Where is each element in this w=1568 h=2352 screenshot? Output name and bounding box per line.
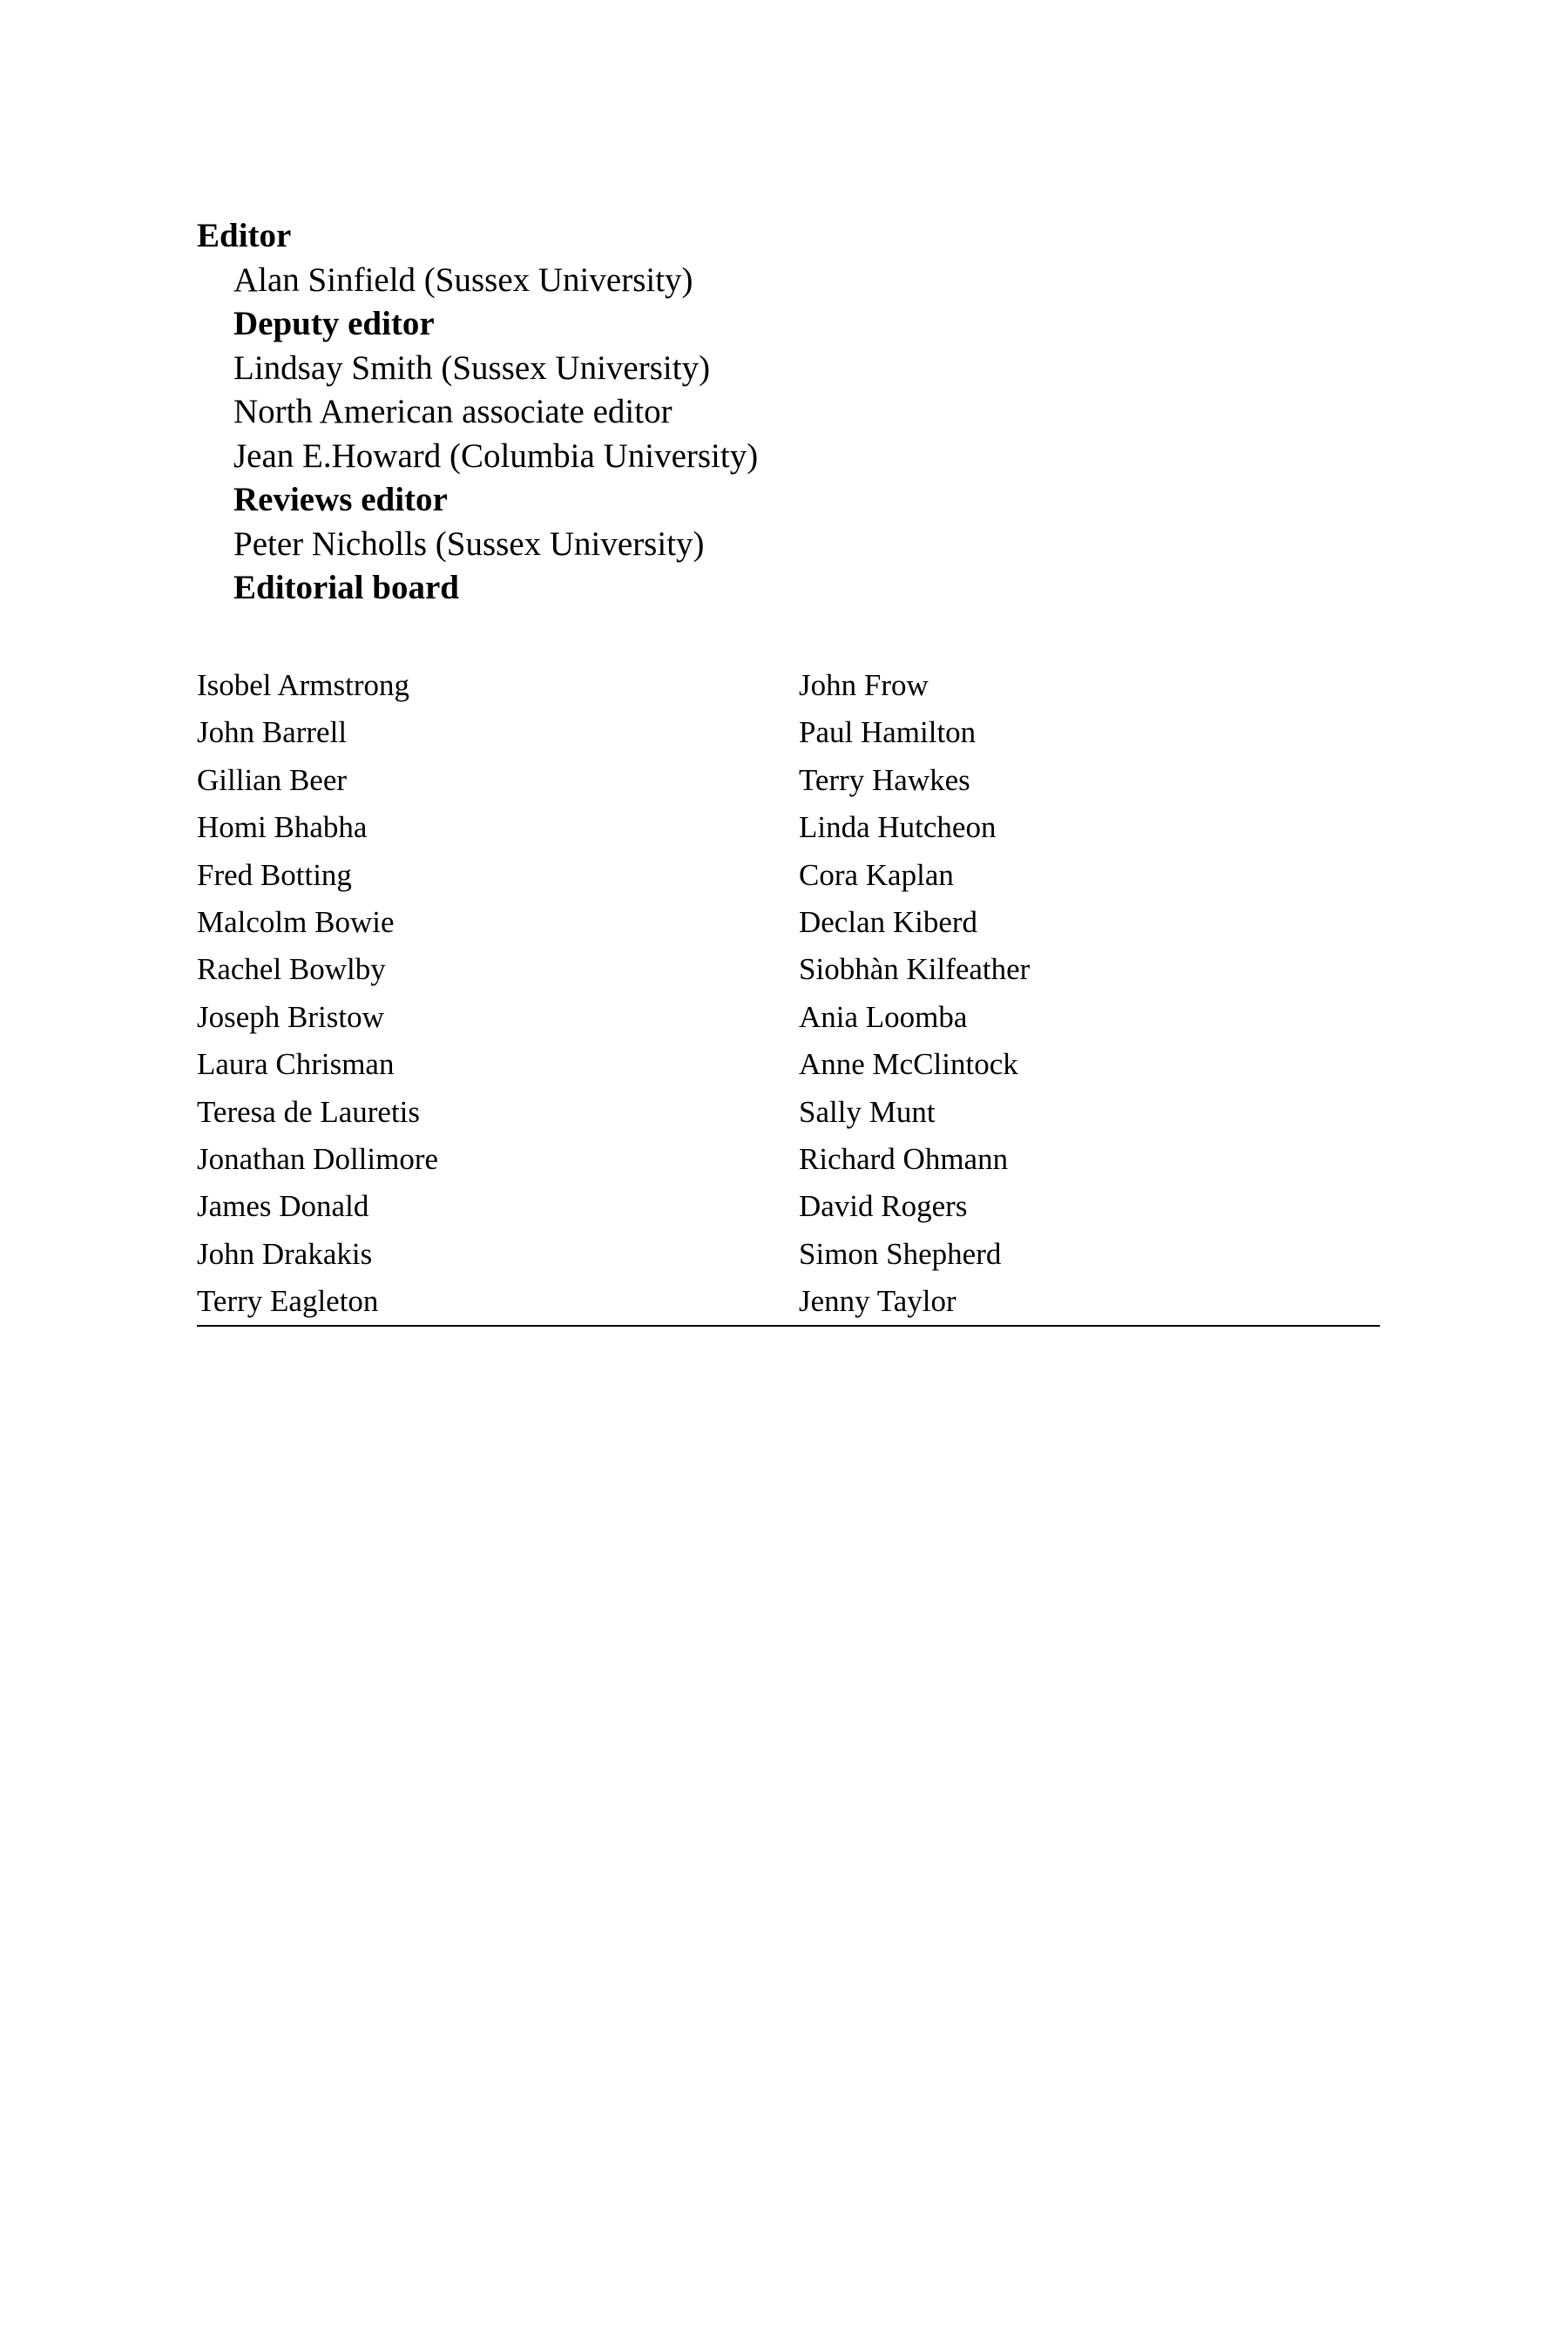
board-member: David Rogers: [799, 1189, 968, 1224]
board-member: John Barrell: [197, 715, 348, 750]
board-member: Jonathan Dollimore: [197, 1141, 439, 1176]
reviews-editor-name: Peter Nicholls (Sussex University): [233, 524, 705, 563]
board-member: Richard Ohmann: [799, 1141, 1009, 1176]
board-row: [197, 994, 1380, 1041]
north-american-associate-label: North American associate editor: [233, 393, 672, 430]
board-member: James Donald: [197, 1189, 369, 1224]
board-member: Declan Kiberd: [799, 904, 978, 939]
board-row: [197, 899, 1380, 946]
editorial-board-list: [197, 662, 1380, 1327]
north-american-associate-name: Jean E.Howard (Columbia University): [233, 436, 759, 475]
board-row: [197, 804, 1380, 851]
board-member: Jenny Taylor: [799, 1284, 956, 1319]
board-member: Cora Kaplan: [799, 857, 954, 892]
board-row: [197, 1041, 1380, 1088]
board-member: Anne McClintock: [799, 1047, 1018, 1082]
board-member: Ania Loomba: [799, 999, 968, 1034]
board-row: [197, 709, 1380, 756]
board-member: Siobhàn Kilfeather: [799, 952, 1031, 987]
board-row: [197, 1183, 1380, 1230]
board-member: Sally Munt: [799, 1094, 936, 1129]
board-row: [197, 1136, 1380, 1183]
board-member: Isobel Armstrong: [197, 668, 410, 702]
masthead: [197, 214, 1416, 611]
deputy-editor-heading: Deputy editor: [233, 305, 435, 342]
board-member: Gillian Beer: [197, 762, 348, 797]
board-row: [197, 946, 1380, 993]
board-member: Malcolm Bowie: [197, 904, 395, 939]
board-member: Teresa de Lauretis: [197, 1094, 421, 1129]
deputy-editor-name: Lindsay Smith (Sussex University): [233, 348, 711, 387]
board-member: Rachel Bowlby: [197, 952, 386, 987]
board-row: [197, 662, 1380, 709]
board-member: Joseph Bristow: [197, 999, 384, 1034]
board-row: [197, 1231, 1380, 1278]
board-member: Laura Chrisman: [197, 1047, 395, 1082]
board-row: [197, 1089, 1380, 1136]
board-member: Linda Hutcheon: [799, 810, 997, 845]
board-member: Terry Hawkes: [799, 762, 970, 797]
board-member: Paul Hamilton: [799, 715, 977, 750]
board-row: [197, 757, 1380, 804]
board-member: Terry Eagleton: [197, 1284, 379, 1319]
board-row: [197, 1278, 1380, 1325]
reviews-editor-heading: Reviews editor: [233, 481, 448, 518]
board-row: [197, 852, 1380, 899]
board-member: Fred Botting: [197, 857, 352, 892]
editor-heading: Editor: [197, 217, 292, 254]
board-member: John Frow: [799, 668, 929, 702]
editorial-board-heading: Editorial board: [233, 569, 459, 606]
board-member: Homi Bhabha: [197, 810, 368, 845]
board-member: John Drakakis: [197, 1236, 373, 1271]
board-member: Simon Shepherd: [799, 1236, 1002, 1271]
editor-name: Alan Sinfield (Sussex University): [233, 260, 693, 299]
